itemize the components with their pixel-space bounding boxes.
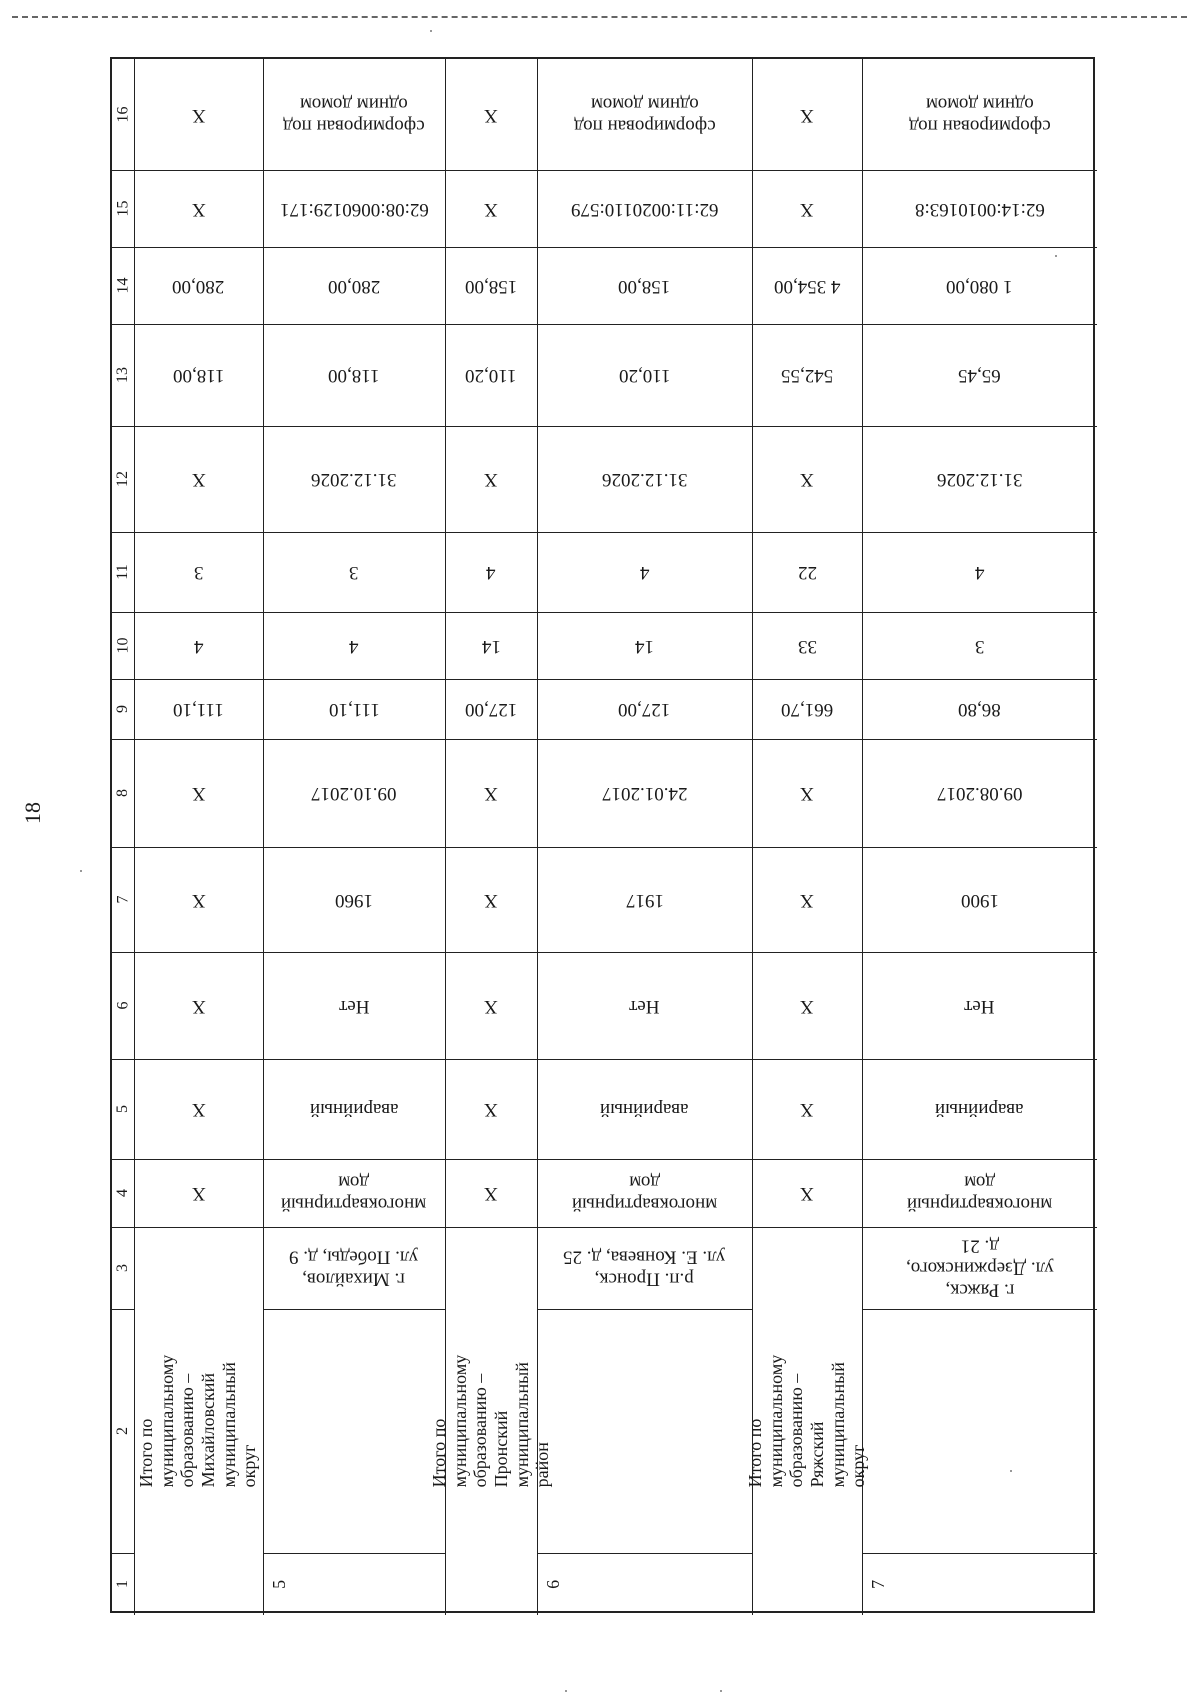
scan-speck bbox=[565, 1690, 567, 1692]
empty-cell bbox=[263, 1309, 445, 1553]
column-separator bbox=[112, 952, 134, 953]
cell-col-8 bbox=[134, 739, 263, 847]
row-number-text: 7 bbox=[868, 1579, 889, 1589]
cell-col-5-text: X bbox=[191, 1098, 206, 1120]
cell-col-7-text: 1917 bbox=[625, 889, 664, 911]
cell-col-13-text: 542,55 bbox=[780, 364, 834, 386]
cell-col-5-text: X bbox=[484, 1098, 498, 1120]
cell-col-11-text: 4 bbox=[974, 561, 985, 583]
cell-col-6-text: Нет bbox=[338, 995, 370, 1017]
cell-col-10 bbox=[752, 612, 862, 679]
cell-col-12 bbox=[263, 426, 445, 532]
cell-col-6-text: Нет bbox=[629, 995, 660, 1017]
cell-col-12-text: X bbox=[191, 468, 206, 490]
cell-col-6-text: X bbox=[484, 995, 498, 1017]
cell-col-9-text: 127,00 bbox=[464, 698, 518, 720]
cell-col-16-text: сформирован под одним домом bbox=[908, 93, 1051, 137]
cell-col-14-text: 4 354,00 bbox=[773, 275, 841, 297]
data-table bbox=[110, 57, 1095, 1613]
cell-col-7-text: 1960 bbox=[335, 889, 373, 911]
cell-col-14 bbox=[862, 247, 1097, 324]
address-cell bbox=[263, 1227, 445, 1309]
cell-col-15-text: X bbox=[484, 198, 498, 220]
cell-col-15 bbox=[752, 170, 862, 247]
cell-col-12 bbox=[537, 426, 752, 532]
cell-col-4 bbox=[862, 1159, 1097, 1227]
column-number: 9 bbox=[114, 705, 131, 713]
scan-speck bbox=[80, 870, 82, 872]
cell-col-7-text: X bbox=[800, 889, 814, 911]
cell-col-5 bbox=[752, 1059, 862, 1159]
cell-col-15-text: X bbox=[191, 198, 206, 220]
column-separator bbox=[112, 679, 134, 680]
cell-col-11-text: 4 bbox=[486, 561, 496, 583]
cell-col-6 bbox=[445, 952, 537, 1059]
column-separator bbox=[112, 1059, 134, 1060]
column-number: 16 bbox=[114, 106, 131, 123]
column-separator bbox=[112, 739, 134, 740]
cell-col-4-text: X bbox=[800, 1182, 814, 1204]
cell-col-4 bbox=[134, 1159, 263, 1227]
scan-speck bbox=[1055, 255, 1057, 257]
cell-col-12 bbox=[752, 426, 862, 532]
column-number: 11 bbox=[114, 564, 131, 580]
cell-col-10-text: 33 bbox=[797, 635, 817, 657]
cell-col-4-text: X bbox=[191, 1182, 206, 1204]
page-number: 18 bbox=[20, 802, 45, 824]
total-label-text: Итого по муниципальному образованию – Пронский муниципальный район bbox=[428, 1354, 553, 1488]
cell-col-12-text: X bbox=[800, 468, 814, 490]
row-number-text: 5 bbox=[269, 1579, 290, 1589]
total-label bbox=[428, 1227, 553, 1615]
cell-col-13 bbox=[445, 324, 537, 426]
cell-col-11 bbox=[134, 532, 263, 612]
column-separator bbox=[112, 847, 134, 848]
cell-col-9 bbox=[263, 679, 445, 739]
cell-col-16-text: X bbox=[484, 104, 498, 126]
cell-col-4 bbox=[537, 1159, 752, 1227]
cell-col-14 bbox=[134, 247, 263, 324]
cell-col-6-text: X bbox=[800, 995, 814, 1017]
cell-col-13 bbox=[263, 324, 445, 426]
cell-col-10 bbox=[134, 612, 263, 679]
cell-col-16-text: X bbox=[800, 104, 814, 126]
cell-col-9-text: 111,10 bbox=[328, 698, 380, 720]
cell-col-9-text: 127,00 bbox=[618, 698, 671, 720]
cell-col-16 bbox=[752, 59, 862, 170]
column-number: 14 bbox=[114, 277, 131, 294]
cell-col-16-text: X bbox=[191, 104, 206, 126]
cell-col-10 bbox=[537, 612, 752, 679]
cell-col-7 bbox=[862, 847, 1097, 952]
column-separator bbox=[112, 1309, 134, 1310]
cell-col-5-text: аварийный bbox=[309, 1098, 399, 1120]
cell-col-5 bbox=[445, 1059, 537, 1159]
cell-col-5 bbox=[263, 1059, 445, 1159]
cell-col-11-text: 22 bbox=[797, 561, 817, 583]
cell-col-12-text: 31.12.2026 bbox=[601, 468, 688, 490]
cell-col-14 bbox=[537, 247, 752, 324]
cell-col-10-text: 3 bbox=[974, 635, 985, 657]
cell-col-5-text: аварийный bbox=[600, 1098, 689, 1120]
address-cell bbox=[862, 1227, 1097, 1309]
cell-col-14-text: 158,00 bbox=[618, 275, 671, 297]
cell-col-12-text: 31.12.2026 bbox=[936, 468, 1023, 490]
cell-col-9 bbox=[537, 679, 752, 739]
cell-col-10 bbox=[263, 612, 445, 679]
column-number: 10 bbox=[114, 637, 131, 654]
column-number: 6 bbox=[114, 1001, 131, 1010]
cell-col-14 bbox=[445, 247, 537, 324]
cell-col-6 bbox=[537, 952, 752, 1059]
cell-col-14 bbox=[752, 247, 862, 324]
cell-col-8 bbox=[752, 739, 862, 847]
column-separator bbox=[112, 532, 134, 533]
top-divider bbox=[12, 16, 1187, 18]
cell-col-10-text: 14 bbox=[481, 635, 501, 657]
cell-col-13 bbox=[752, 324, 862, 426]
cell-col-4 bbox=[263, 1159, 445, 1227]
cell-col-12-text: 31.12.2026 bbox=[311, 468, 397, 490]
cell-col-15 bbox=[862, 170, 1097, 247]
cell-col-11-text: 3 bbox=[193, 561, 204, 583]
cell-col-15 bbox=[537, 170, 752, 247]
column-number: 13 bbox=[114, 367, 131, 383]
cell-col-8-text: 24.01.2017 bbox=[601, 782, 688, 804]
cell-col-14-text: 158,00 bbox=[464, 275, 518, 297]
cell-col-13-text: 65,45 bbox=[958, 364, 1001, 386]
cell-col-13 bbox=[537, 324, 752, 426]
empty-cell bbox=[862, 1309, 1097, 1553]
address-cell-text: р.п. Пронск, ул. Е. Конвева, д. 25 bbox=[563, 1247, 726, 1290]
total-label bbox=[744, 1227, 869, 1615]
cell-col-15-text: 62:14:0010163:8 bbox=[914, 198, 1045, 220]
address-cell bbox=[537, 1227, 752, 1309]
cell-col-8-text: X bbox=[484, 782, 498, 804]
scan-speck bbox=[720, 1690, 722, 1692]
cell-col-9 bbox=[134, 679, 263, 739]
column-separator bbox=[112, 426, 134, 427]
column-separator bbox=[112, 170, 134, 171]
cell-col-12 bbox=[445, 426, 537, 532]
cell-col-10-text: 14 bbox=[635, 635, 654, 657]
cell-col-15 bbox=[445, 170, 537, 247]
column-separator bbox=[112, 324, 134, 325]
cell-col-9-text: 86,80 bbox=[958, 698, 1001, 720]
scan-speck bbox=[1010, 1470, 1012, 1472]
cell-col-15-text: X bbox=[800, 198, 814, 220]
cell-col-5 bbox=[537, 1059, 752, 1159]
cell-col-8 bbox=[862, 739, 1097, 847]
cell-col-5-text: аварийный bbox=[935, 1098, 1024, 1120]
cell-col-11 bbox=[537, 532, 752, 612]
column-number: 12 bbox=[114, 471, 131, 487]
cell-col-16 bbox=[263, 59, 445, 170]
cell-col-6 bbox=[134, 952, 263, 1059]
cell-col-5-text: X bbox=[800, 1098, 814, 1120]
cell-col-9 bbox=[862, 679, 1097, 739]
column-separator bbox=[112, 1159, 134, 1160]
cell-col-7-text: X bbox=[484, 889, 498, 911]
cell-col-9 bbox=[445, 679, 537, 739]
cell-col-13-text: 118,00 bbox=[328, 364, 380, 386]
cell-col-9-text: 111,10 bbox=[173, 698, 224, 720]
cell-col-16-text: сформирован под одним домом bbox=[573, 93, 716, 137]
cell-col-16 bbox=[537, 59, 752, 170]
column-number: 5 bbox=[114, 1105, 131, 1113]
cell-col-4-text: X bbox=[484, 1182, 498, 1204]
cell-col-11-text: 4 bbox=[639, 561, 650, 583]
cell-col-11 bbox=[752, 532, 862, 612]
cell-col-16 bbox=[445, 59, 537, 170]
cell-col-8-text: X bbox=[800, 782, 814, 804]
cell-col-7 bbox=[445, 847, 537, 952]
empty-cell bbox=[537, 1309, 752, 1553]
cell-col-11 bbox=[445, 532, 537, 612]
cell-col-4-text: многоквартирный дом bbox=[571, 1172, 718, 1215]
cell-col-9 bbox=[752, 679, 862, 739]
cell-col-6 bbox=[752, 952, 862, 1059]
cell-col-7 bbox=[134, 847, 263, 952]
column-separator bbox=[112, 1227, 134, 1228]
cell-col-13-text: 110,20 bbox=[465, 364, 517, 386]
row-number bbox=[537, 1553, 764, 1615]
cell-col-7 bbox=[537, 847, 752, 952]
cell-col-7-text: 1900 bbox=[960, 889, 999, 911]
cell-col-11 bbox=[263, 532, 445, 612]
cell-col-4 bbox=[752, 1159, 862, 1227]
column-separator bbox=[112, 1553, 134, 1554]
row-number-text: 6 bbox=[543, 1579, 564, 1589]
cell-col-13 bbox=[862, 324, 1097, 426]
cell-col-8 bbox=[537, 739, 752, 847]
column-number: 15 bbox=[114, 200, 131, 217]
row-number bbox=[862, 1553, 1109, 1615]
cell-col-14-text: 1 080,00 bbox=[946, 275, 1013, 297]
cell-col-8 bbox=[445, 739, 537, 847]
column-separator bbox=[112, 612, 134, 613]
cell-col-10 bbox=[862, 612, 1097, 679]
cell-col-6-text: X bbox=[191, 995, 206, 1017]
row-number bbox=[263, 1553, 457, 1615]
cell-col-11-text: 3 bbox=[349, 561, 359, 583]
cell-col-8-text: 09.10.2017 bbox=[311, 782, 397, 804]
cell-col-14 bbox=[263, 247, 445, 324]
column-number: 2 bbox=[114, 1427, 131, 1435]
cell-col-8-text: X bbox=[191, 782, 206, 804]
cell-col-15 bbox=[263, 170, 445, 247]
cell-col-7 bbox=[263, 847, 445, 952]
cell-col-12 bbox=[862, 426, 1097, 532]
cell-col-15 bbox=[134, 170, 263, 247]
column-number: 7 bbox=[114, 895, 131, 904]
cell-col-13-text: 110,20 bbox=[618, 364, 671, 386]
column-number: 4 bbox=[114, 1189, 131, 1197]
cell-col-10-text: 4 bbox=[193, 635, 204, 657]
cell-col-8-text: 09.08.2017 bbox=[936, 782, 1023, 804]
cell-col-16 bbox=[862, 59, 1097, 170]
cell-col-5 bbox=[862, 1059, 1097, 1159]
cell-col-14-text: 280,00 bbox=[172, 275, 225, 297]
cell-col-6 bbox=[263, 952, 445, 1059]
column-number: 1 bbox=[114, 1580, 131, 1588]
cell-col-9-text: 661,70 bbox=[780, 698, 834, 720]
address-cell-text: г. Михайлов, ул. Победы, д. 9 bbox=[289, 1247, 419, 1290]
cell-col-13-text: 118,00 bbox=[172, 364, 225, 386]
cell-col-7-text: X bbox=[191, 889, 206, 911]
cell-col-7 bbox=[752, 847, 862, 952]
cell-col-4 bbox=[445, 1159, 537, 1227]
total-label-text: Итого по муниципальному образованию – Ряжский муниципальный округ bbox=[744, 1354, 869, 1488]
cell-col-6-text: Нет bbox=[964, 995, 995, 1017]
cell-col-4-text: многоквартирный дом bbox=[281, 1172, 427, 1215]
cell-col-6 bbox=[862, 952, 1097, 1059]
address-cell-text: г. Ряжск, ул. Дзержинского, д. 21 bbox=[905, 1236, 1054, 1301]
cell-col-14-text: 280,00 bbox=[327, 275, 381, 297]
cell-col-15-text: 62:11:0020110:579 bbox=[570, 198, 719, 220]
cell-col-16 bbox=[134, 59, 263, 170]
total-label-text: Итого по муниципальному образованию – Михайловский муниципальный округ bbox=[136, 1354, 260, 1488]
cell-col-4-text: многоквартирный дом bbox=[906, 1172, 1053, 1215]
cell-col-15-text: 62:08:0060129:171 bbox=[279, 198, 429, 220]
total-label bbox=[134, 1227, 263, 1615]
cell-col-5 bbox=[134, 1059, 263, 1159]
cell-col-12 bbox=[134, 426, 263, 532]
cell-col-10-text: 4 bbox=[349, 635, 359, 657]
cell-col-10 bbox=[445, 612, 537, 679]
scan-speck bbox=[430, 30, 432, 32]
column-separator bbox=[112, 247, 134, 248]
column-number: 3 bbox=[114, 1264, 131, 1272]
cell-col-13 bbox=[134, 324, 263, 426]
cell-col-11 bbox=[862, 532, 1097, 612]
cell-col-12-text: X bbox=[484, 468, 498, 490]
cell-col-8 bbox=[263, 739, 445, 847]
cell-col-16-text: сформирован под одним домом bbox=[283, 93, 425, 137]
column-number: 8 bbox=[114, 789, 131, 797]
